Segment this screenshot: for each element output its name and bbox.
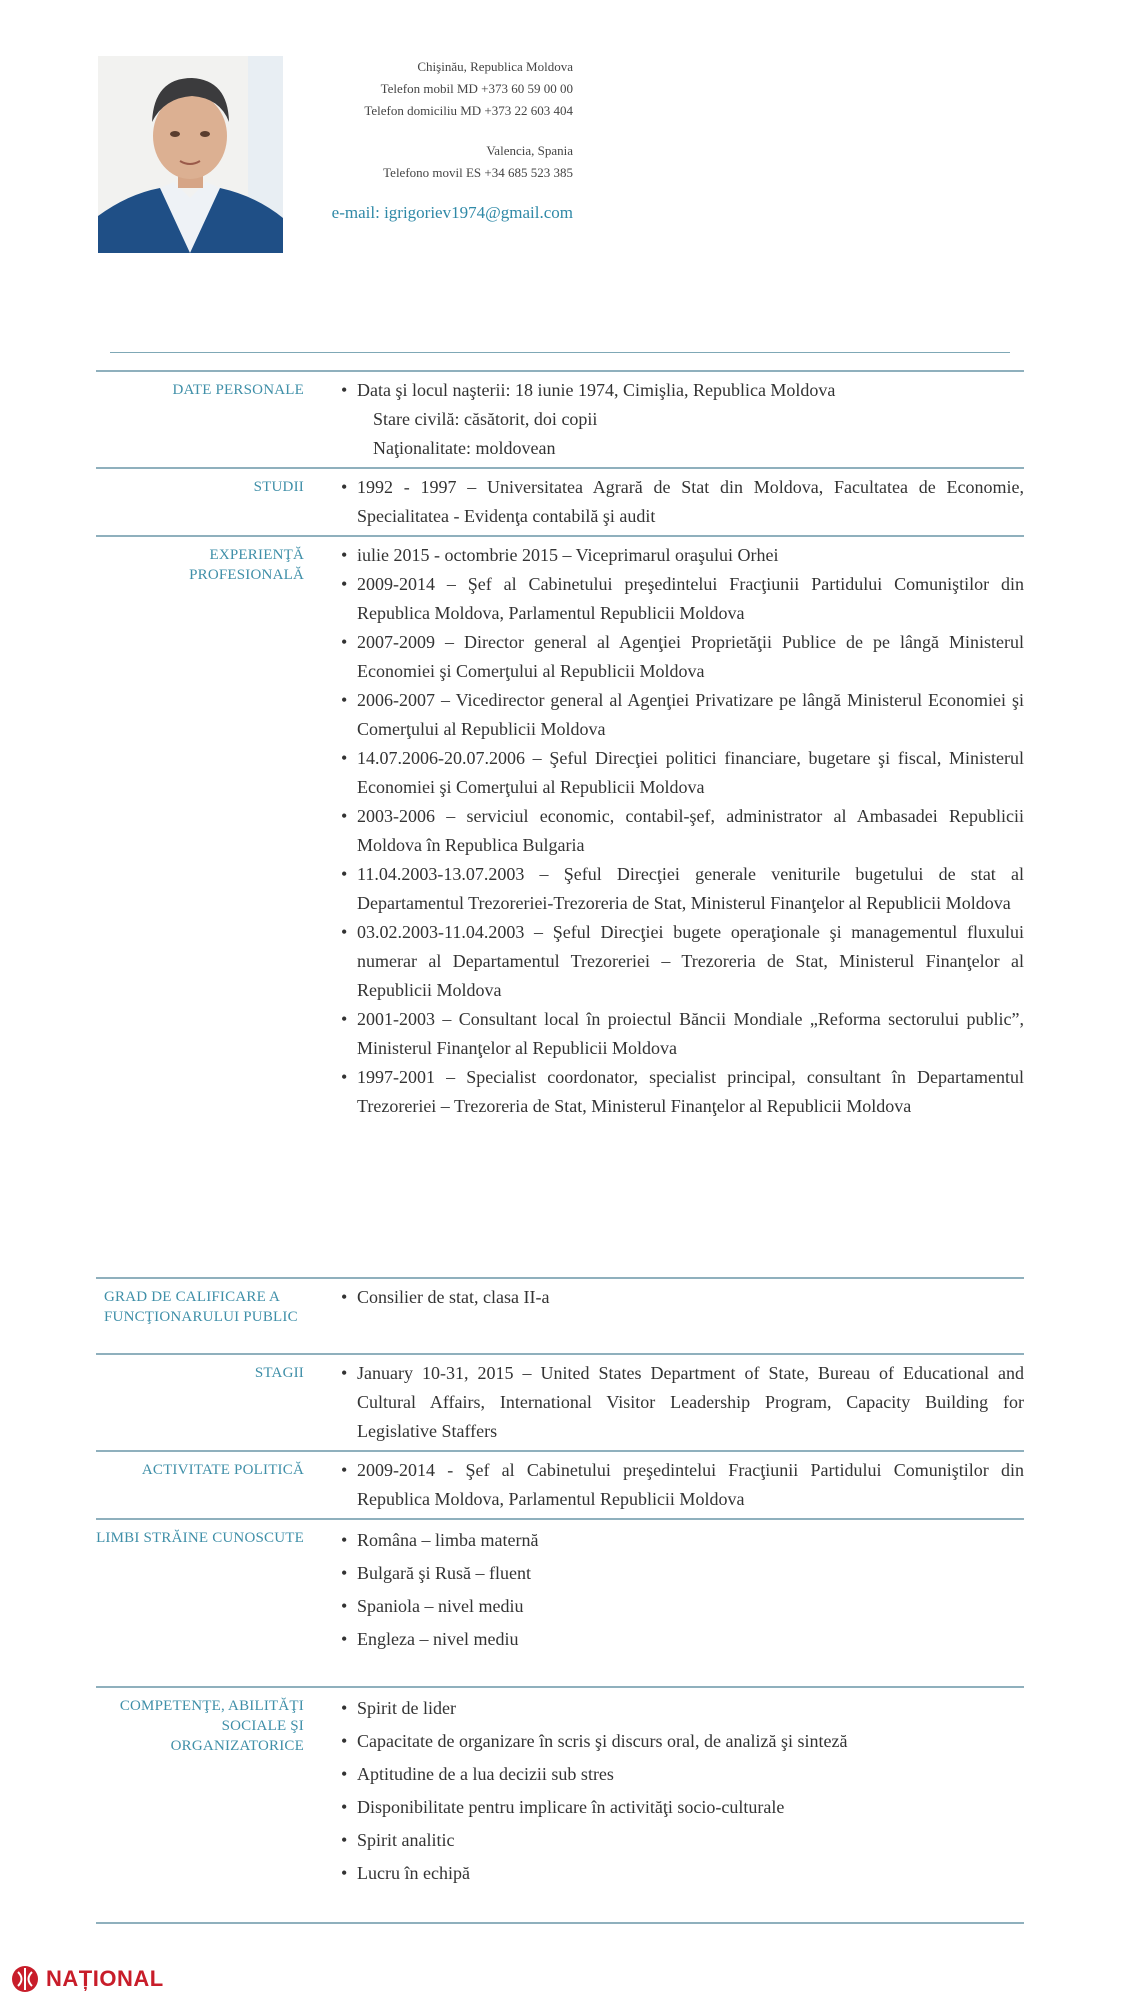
table-bottom-rule	[96, 1922, 1024, 1924]
list-item: • 2001-2003 – Consultant local în proiectul Băncii Mondiale „Reforma sectorului public”, Ministerul Finanţelor al Republicii Moldova	[341, 1009, 1024, 1058]
nationality: Naţionalitate: moldovean	[373, 438, 556, 458]
contact-home-md: Telefon domiciliu MD +373 22 603 404	[364, 103, 573, 118]
section-content	[304, 372, 1024, 467]
contact-mobile-md: Telefon mobil MD +373 60 59 00 00	[380, 81, 573, 96]
watermark-logo-icon	[10, 1964, 40, 1994]
email-link[interactable]: e-mail: igrigoriev1974@gmail.com	[331, 203, 573, 222]
list-item: • January 10-31, 2015 – United States Department of State, Bureau of Educational and Cultural Affairs, International Visitor Leadership Program, Capacity Building for Legislative Staffers	[341, 1363, 1024, 1441]
section-label: LIMBI STRĂINE CUNOSCUTE	[96, 1530, 304, 1546]
contact-mobile-es: Telefono movil ES +34 685 523 385	[383, 165, 573, 180]
list-item: • Bulgară şi Rusă – fluent	[341, 1563, 531, 1583]
list-item: • 11.04.2003-13.07.2003 – Şeful Direcţiei generale veniturile bugetului de stat al Departamentul Trezoreriei-Trezoreria de Stat, Ministerul Finanţelor al Republicii Moldova	[341, 864, 1024, 913]
profile-photo	[98, 56, 283, 253]
list-item: • 2009-2014 – Şef al Cabinetului preşedintelui Fracţiunii Partidului Comuniştilor din Republica Moldova, Parlamentul Republicii Moldova	[341, 574, 1024, 623]
cv-table	[96, 370, 1024, 1924]
section-grad	[96, 1277, 1024, 1353]
section-label: EXPERIENŢĂ PROFESIONALĂ	[189, 547, 304, 583]
list-item: • iulie 2015 - octombrie 2015 – Viceprimarul oraşului Orhei	[341, 545, 779, 565]
section-limbi	[96, 1518, 1024, 1686]
list-item: • Româna – limba maternă	[341, 1530, 539, 1550]
section-label: STAGII	[254, 1365, 304, 1381]
list-item: • Spirit de lider	[341, 1698, 456, 1718]
list-item: • Data şi locul naşterii: 18 iunie 1974, Cimişlia, Republica Moldova	[341, 380, 836, 400]
section-stagii	[96, 1353, 1024, 1450]
list-item: • 03.02.2003-11.04.2003 – Şeful Direcţiei bugete operaţionale şi managementul fluxului numerar al Departamentul Trezoreriei – Trezoreria de Stat, Ministerul Finanţelor al Republicii Moldova	[341, 922, 1024, 1000]
watermark-text: NAȚIONAL	[46, 1966, 164, 1991]
watermark	[10, 1964, 164, 1994]
list-item: • 2007-2009 – Director general al Agenţiei Proprietăţii Publice de pe lângă Ministerul Economiei şi Comerţului al Republicii Moldova	[341, 632, 1024, 681]
section-competente	[96, 1686, 1024, 1922]
list-item: • Spirit analitic	[341, 1830, 455, 1850]
section-content	[304, 537, 1024, 1277]
section-content	[304, 1452, 1024, 1518]
list-item: • 2006-2007 – Vicedirector general al Agenţiei Privatizare pe lângă Ministerul Economiei şi Comerţului al Republicii Moldova	[341, 690, 1024, 739]
header-divider	[110, 352, 1010, 353]
section-content	[304, 1688, 1024, 1922]
section-label: STUDII	[253, 479, 304, 495]
section-content	[304, 469, 1024, 535]
contact-address-md: Chişinău, Republica Moldova	[417, 59, 573, 74]
list-item: • 1992 - 1997 – Universitatea Agrară de Stat din Moldova, Facultatea de Economie, Specialitatea - Evidenţa contabilă şi audit	[341, 477, 1024, 526]
list-item: • Consilier de stat, clasa II-a	[341, 1287, 550, 1307]
section-label: ACTIVITATE POLITICĂ	[141, 1462, 304, 1478]
section-label: GRAD DE CALIFICARE A FUNCŢIONARULUI PUBLIC	[104, 1289, 298, 1325]
marital-status: Stare civilă: căsătorit, doi copii	[373, 409, 598, 429]
list-item: • 1997-2001 – Specialist coordonator, specialist principal, consultant în Departamentul Trezoreriei – Trezoreria de Stat, Ministerul Finanţelor al Republicii Moldova	[341, 1067, 1024, 1116]
section-studii	[96, 467, 1024, 535]
list-item: • Engleza – nivel mediu	[341, 1629, 519, 1649]
contact-block	[332, 56, 573, 224]
list-item: • Aptitudine de a lua decizii sub stres	[341, 1764, 614, 1784]
section-label: DATE PERSONALE	[172, 382, 304, 398]
list-item: • Capacitate de organizare în scris şi discurs oral, de analiză şi sinteză	[341, 1731, 848, 1751]
section-content	[304, 1279, 1024, 1353]
list-item: • Spaniola – nivel mediu	[341, 1596, 524, 1616]
list-item: • Lucru în echipă	[341, 1863, 470, 1883]
section-label: COMPETENŢE, ABILITĂŢI SOCIALE ŞI ORGANIZATORICE	[119, 1698, 304, 1754]
list-item: • 2009-2014 - Şef al Cabinetului preşedintelui Fracţiunii Partidului Comuniştilor din Republica Moldova, Parlamentul Republicii Moldova	[341, 1460, 1024, 1509]
section-date-personale	[96, 370, 1024, 467]
section-content	[304, 1355, 1024, 1450]
contact-address-es: Valencia, Spania	[486, 143, 573, 158]
list-item: • 2003-2006 – serviciul economic, contabil-şef, administrator al Ambasadei Republicii Moldova în Republica Bulgaria	[341, 806, 1024, 855]
section-experienta	[96, 535, 1024, 1277]
list-item: • Disponibilitate pentru implicare în activităţi socio-culturale	[341, 1797, 785, 1817]
list-item: • 14.07.2006-20.07.2006 – Şeful Direcţiei politici financiare, bugetare şi fiscal, Ministerul Economiei şi Comerţului al Republicii Moldova	[341, 748, 1024, 797]
section-content	[304, 1520, 1024, 1686]
section-activitate	[96, 1450, 1024, 1518]
